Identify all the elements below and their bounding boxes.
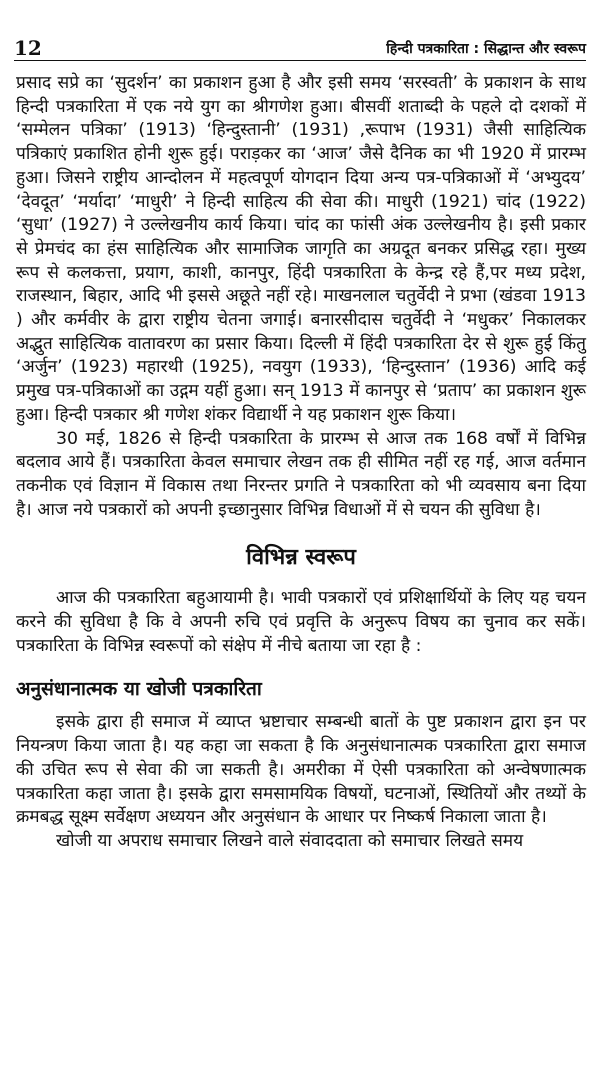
paragraph-intro-forms: आज की पत्रकारिता बहुआयामी है। भावी पत्रकारों एवं प्रशिक्षार्थियों के लिए यह चयन करने की सुविधा है कि वे अपनी रुचि एवं प्रवृत्ति के अनुरूप विषय का चुनाव कर सकें। पत्रकारिता के विभिन्न स्वरूपों को संक्षेप में नीचे बताया जा रहा है : (16, 588, 586, 656)
paragraph-history-continued: प्रसाद सप्रे का ‘सुदर्शन’ का प्रकाशन हुआ है और इसी समय ‘सरस्वती’ के प्रकाशन के साथ हिन्दी पत्रकारिता में एक नये युग का श्रीगणेश हुआ। बीसवीं शताब्दी के पहले दो दशकों में ‘सम्मेलन पत्रिका’ (1913) ‘हिन्दुस्तानी’ (1931) ,रूपाभ (1931) जैसी साहित्यिक पत्रिकाएं प्रकाशित होनी शुरू हुई। पराड़कर का ‘आज’ जैसे दैनिक का भी 1920 में प्रारम्भ हुआ। जिसने राष्ट्रीय आन्दोलन में महत्वपूर्ण योगदान दिया अन्य पत्र-पत्रिकाओं में ‘अभ्युदय’ ‘देवदूत’ ‘मर्यादा’ ‘माधुरी’ ने हिन्दी साहित्य की सेवा की। माधुरी (1921) चांद (1922) ‘सुधा’ (1927) ने उल्लेखनीय कार्य किया। चांद का फांसी अंक उल्लेखनीय है। इसी प्रकार से प्रेमचंद का हंस साहित्यिक और सामाजिक जागृति का अग्रदूत बनकर प्रसिद्ध रहा। मुख्य रूप से कलकत्ता, प्रयाग, काशी, कानपुर, हिंदी पत्रकारिता के केन्द्र रहे हैं,पर मध्य प्रदेश, राजस्थान, बिहार, आदि भी इससे अछूते नहीं रहे। माखनलाल चतुर्वेदी ने प्रभा (खंडवा 1913 ) और कर्मवीर के द्वारा राष्ट्रीय चेतना जगाई। बनारसीदास चतुर्वेदी ने ‘मधुकर’ निकालकर अद्भुत साहित्यिक वातावरण का प्रसार किया। दिल्ली में हिंदी पत्रकारिता देर से शुरू हुई किंतु ‘अर्जुन’ (1923) महारथी (1925), नवयुग (1933), ‘हिन्दुस्तान’ (1936) आदि कई प्रमुख पत्र-पत्रिकाओं का उद्गम यहीं हुआ। सन् 1913 में कानपुर से ‘प्रताप’ का प्रकाशन शुरू हुआ। हिन्दी पत्रकार श्री गणेश शंकर विद्यार्थी ने यह प्रकाशन शुरू किया। (16, 73, 586, 425)
page-body (16, 72, 586, 854)
paragraph-investigative: इसके द्वारा ही समाज में व्याप्त भ्रष्टाचार सम्बन्धी बातों के पुष्ट प्रकाशन द्वारा इन पर नियन्त्रण किया जाता है। यह कहा जा सकता है कि अनुसंधानात्मक पत्रकारिता द्वारा समाज की उचित रूप से सेवा की जा सकती है। अमरीका में ऐसी पत्रकारिता को अन्वेषणात्मक पत्रकारिता कहा जाता है। इसके द्वारा समसामयिक विषयों, घटनाओं, स्थितियों और तथ्यों के क्रमबद्ध सूक्ष्म सर्वेक्षण अध्ययन और अनुसंधान के आधार पर निष्कर्ष निकाला जाता है। (16, 712, 586, 828)
paragraph-crime-reporter: खोजी या अपराध समाचार लिखने वाले संवाददाता को समाचार लिखते समय (56, 830, 524, 851)
section-heading: विभिन्न स्वरूप (246, 545, 356, 571)
paragraph-changes: 30 मई, 1826 से हिन्दी पत्रकारिता के प्रारम्भ से आज तक 168 वर्षों में विभिन्न बदलाव आये हैं। पत्रकारिता केवल समाचार लेखन तक ही सीमित नहीं रह गई, आज वर्तमान तकनीक एवं विज्ञान में विकास तथा निरन्तर प्रगति ने पत्रकारिता को भी व्यवसाय बना दिया है। आज नये पत्रकारों को अपनी इच्छानुसार विभिन्न विधाओं में से चयन की सुविधा है। (16, 428, 586, 520)
running-title: हिन्दी पत्रकारिता : सिद्धान्त और स्वरूप (386, 41, 586, 57)
page-header (14, 32, 586, 61)
subsection-heading: अनुसंधानात्मक या खोजी पत्रकारिता (16, 678, 262, 701)
page-number: 12 (14, 36, 42, 60)
